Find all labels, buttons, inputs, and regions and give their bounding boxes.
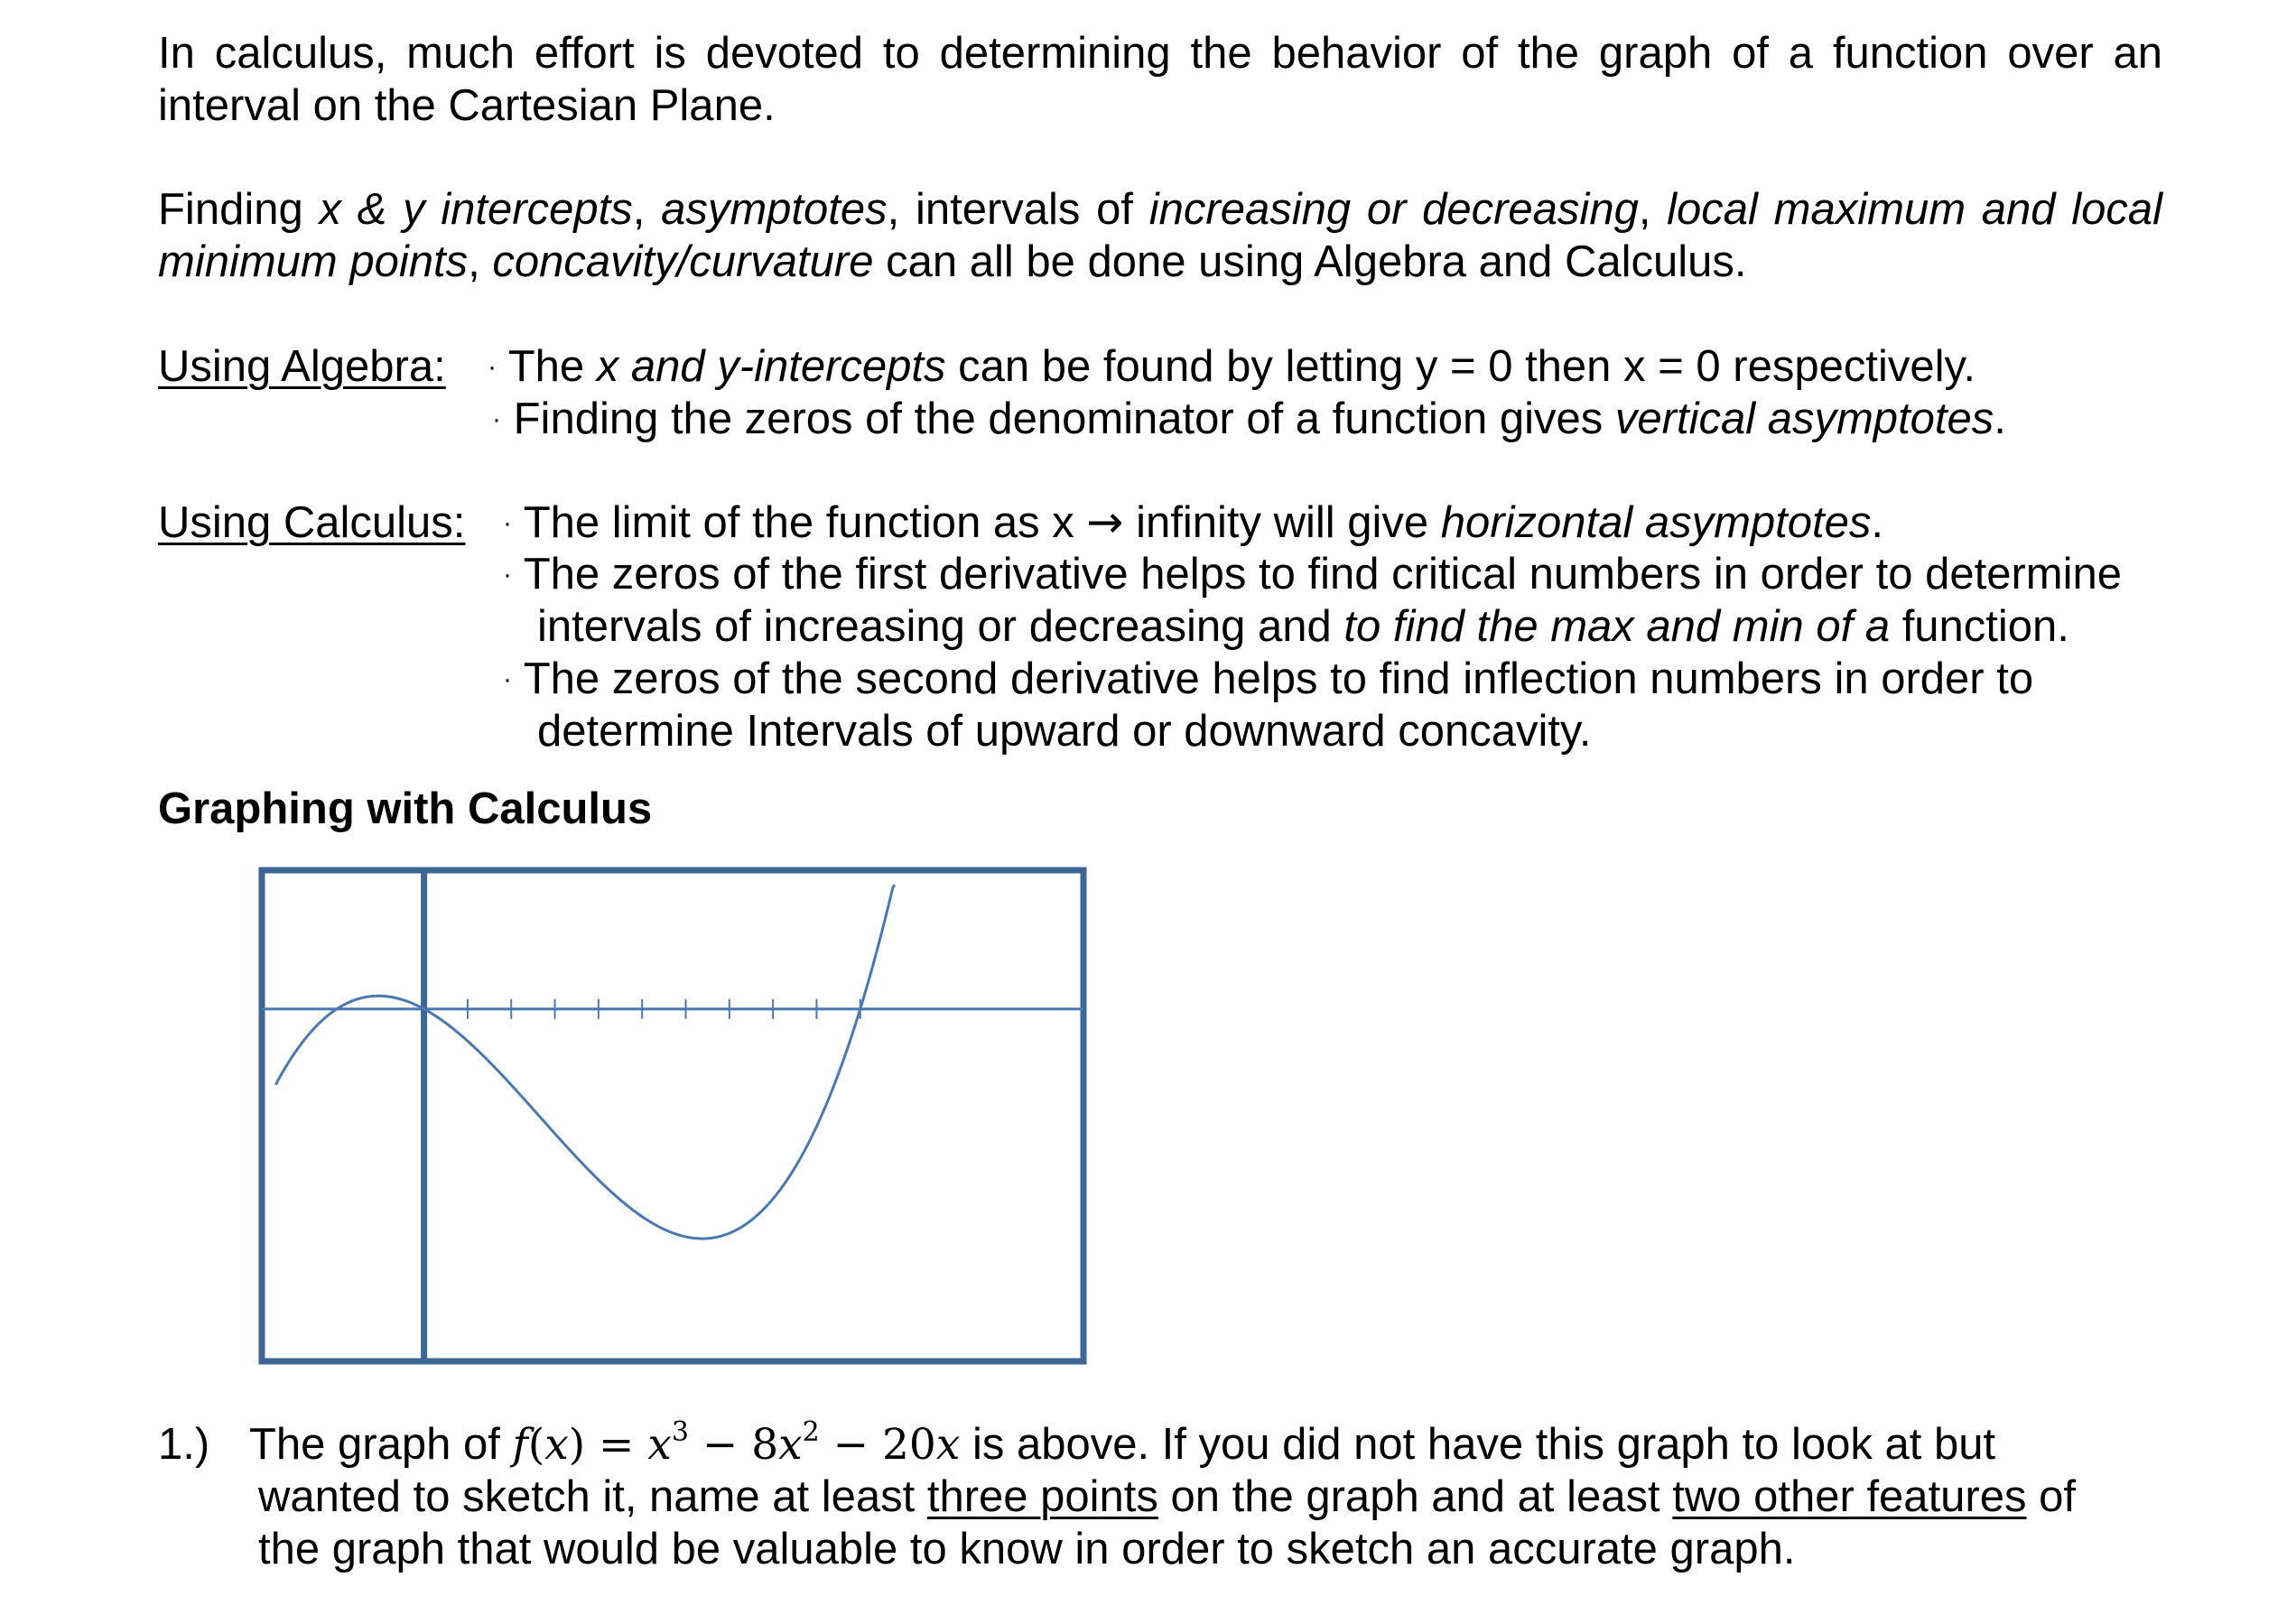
question-text: of xyxy=(2026,1472,2076,1521)
bullet-dot: · xyxy=(503,664,512,694)
formula-part: x xyxy=(647,1420,672,1470)
calculus-text: determine Intervals of upward or downward concavity. xyxy=(537,707,1592,756)
question-number: 1.) xyxy=(158,1420,210,1469)
intro-text-1: In calculus, much effort is devoted to determining the behavior of the graph of a function over an interval on the Cartesian Plane. xyxy=(158,29,2162,130)
formula-part: ( xyxy=(527,1420,545,1470)
formula-part: x xyxy=(544,1420,569,1470)
intro-text: can all be done using Algebra and Calculus. xyxy=(873,237,1747,286)
algebra-bullet-2 xyxy=(492,393,2006,446)
bullet-dot: · xyxy=(503,508,512,538)
calculus-bullet-3-cont xyxy=(537,705,1591,757)
calculus-bullet-3 xyxy=(503,653,2033,706)
intro-text: , xyxy=(468,237,493,286)
algebra-term: x and y-intercepts xyxy=(596,342,946,391)
intro-term: asymptotes xyxy=(661,185,888,234)
intro-term: increasing or decreasing xyxy=(1148,185,1639,234)
algebra-text: Finding the zeros of the denominator of a function gives xyxy=(513,394,1615,443)
question-text: on the graph and at least xyxy=(1157,1472,1673,1521)
question-line-3: the graph that would be valuable to know in order to sketch an accurate graph. xyxy=(258,1525,1796,1573)
intro-paragraph-1 xyxy=(158,27,2162,132)
intro-term: local maximum and local minimum points xyxy=(158,185,2162,286)
calculus-term: horizontal asymptotes xyxy=(1440,498,1872,547)
function-graph xyxy=(258,867,1087,1365)
intro-text: , intervals of xyxy=(887,185,1149,234)
bullet-dot: · xyxy=(503,560,512,589)
algebra-text: can be found by letting y = 0 then x = 0 respectively. xyxy=(945,342,1976,391)
intro-text: Finding xyxy=(158,185,320,234)
question-text: is above. If you did not have this graph to look at but xyxy=(960,1420,1996,1469)
question-line-1 xyxy=(249,1418,1995,1471)
graph-frame xyxy=(262,870,1083,1361)
formula-part: x xyxy=(935,1420,961,1470)
calculus-bullet-2-cont xyxy=(537,600,2069,653)
question-emphasis: three points xyxy=(926,1472,1158,1521)
calculus-label: Using Calculus: xyxy=(158,498,466,547)
calculus-text: The zeros of the first derivative helps to find critical numbers in order to determine xyxy=(523,550,2122,599)
algebra-label: Using Algebra: xyxy=(158,342,446,391)
intro-term: concavity/curvature xyxy=(492,237,874,286)
question-text: The graph of xyxy=(249,1420,513,1469)
function-formula xyxy=(512,1416,961,1470)
formula-part: − 8 xyxy=(688,1420,779,1470)
intro-term: x & y intercepts xyxy=(319,185,633,234)
calculus-text: infinity will give xyxy=(1123,498,1441,547)
calculus-text: The limit of the function as x xyxy=(523,498,1087,547)
question-emphasis: two other features xyxy=(1672,1472,2027,1521)
intro-text: , xyxy=(1638,185,1668,234)
calculus-text: . xyxy=(1871,498,1884,547)
right-arrow-icon: → xyxy=(1086,496,1124,548)
question-text: wanted to sketch it, name at least xyxy=(258,1472,927,1521)
function-curve xyxy=(275,885,894,1239)
intro-text: , xyxy=(632,185,662,234)
calculus-bullet-1 xyxy=(503,496,1883,550)
calculus-bullet-2 xyxy=(503,548,2122,601)
algebra-text: . xyxy=(1994,394,2006,443)
question-line-2 xyxy=(258,1471,2076,1523)
section-heading: Graphing with Calculus xyxy=(158,784,653,833)
calculus-text: function. xyxy=(1890,602,2069,651)
algebra-term: vertical asymptotes xyxy=(1614,394,1994,443)
calculus-term: to find the max and min of a xyxy=(1343,602,1891,651)
intro-paragraph-2 xyxy=(158,183,2162,288)
bullet-dot: · xyxy=(492,404,501,434)
bullet-dot: · xyxy=(488,352,497,382)
formula-exponent: 2 xyxy=(802,1416,820,1448)
formula-part: ) = xyxy=(568,1420,648,1470)
algebra-bullet-1 xyxy=(488,340,1976,394)
formula-part: x xyxy=(778,1420,803,1470)
calculus-text: intervals of increasing or decreasing and xyxy=(537,602,1344,651)
formula-part: f xyxy=(512,1420,528,1470)
calculus-text: The zeros of the second derivative helps to find inflection numbers in order to xyxy=(523,654,2034,703)
formula-part: − 20 xyxy=(819,1420,936,1470)
algebra-text: The xyxy=(507,342,597,391)
formula-exponent: 3 xyxy=(671,1416,689,1448)
